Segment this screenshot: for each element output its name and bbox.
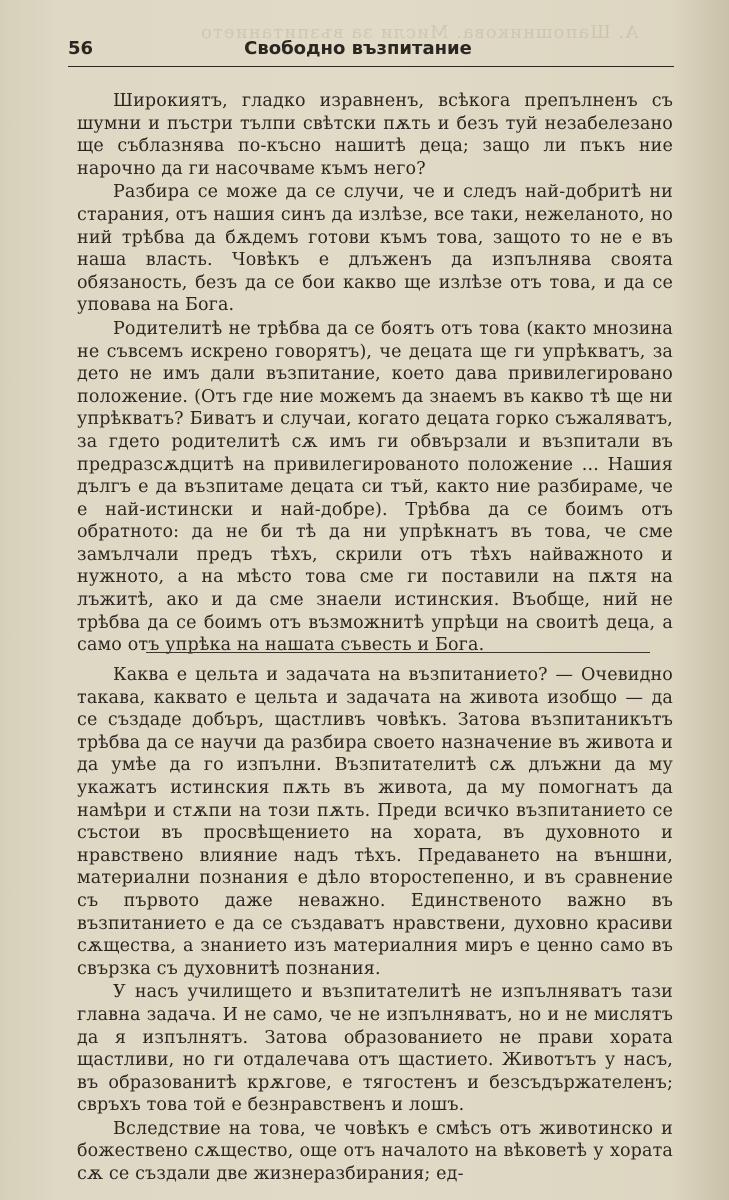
- text-section-1: [77, 90, 673, 658]
- page-header: [68, 36, 674, 68]
- running-title: Свободно възпитание: [244, 38, 472, 59]
- header-rule: [68, 66, 674, 67]
- text-section-2: [77, 664, 673, 1187]
- section-divider: [146, 652, 650, 653]
- paragraph: Разбира се може да се случи, че и следъ най-добритѣ ни старания, отъ нашия синъ да излѣзе, все таки, нежеланото, но ний трѣбва да бѫдемъ готови къмъ това, защото то не е въ наша власть. Човѣкъ е длъженъ да изпълнява своята обязаность, безъ да се бои какво ще излѣзе отъ това, и да се уповава на Бога.: [77, 182, 673, 316]
- page-number: 56: [68, 38, 94, 59]
- paragraph: Вследствие на това, че човѣкъ е смѣсъ отъ животинско и божествено сѫщество, още отъ началото на вѣковетѣ у хората сѫ се създали две жизнеразбирания; ед-: [77, 1118, 673, 1185]
- paragraph: У насъ училището и възпитателитѣ не изпълняватъ тази главна задача. И не само, че не изпълняватъ, но и не мислятъ да я изпълнятъ. Затова образованието не прави хората щастливи, но ги отдалечава отъ щастието. Животътъ у насъ, въ образованитѣ крѫгове, е тягостенъ и безсъдържателенъ; свръхъ това той е безнравственъ и лошъ.: [77, 982, 673, 1116]
- paragraph: Широкиятъ, гладко изравненъ, всѣкога препълненъ съ шумни и пъстри тълпи свѣтски пѫть и безъ туй незабелезано ще съблазнява по-късно нашитѣ деца; защо ли пъкъ ние нарочно да ги насочваме къмъ него?: [77, 91, 673, 179]
- paragraph: Каква е цельта и задачата на възпитанието? — Очевидно такава, каквато е цельта и задачата на живота изобщо — да се създаде добъръ, щастливъ човѣкъ. Затова възпитаникътъ трѣбва да се научи да разбира своето назначение въ живота и да умѣе да го изпълни. Възпитателитѣ сѫ длъжни да му укажатъ истинския пѫть въ живота, да му помогнатъ да намѣри и стѫпи на този пѫть. Преди всичко възпитанието се състои въ просвѣщението на хората, въ духовното и нравствено влияние надъ тѣхъ. Предаването на външни, материални познания е дѣло второстепенно, и въ сравнение съ първото даже неважно. Единственото важно въ възпитанието е да се създаватъ нравствени, духовно красиви сѫщества, а знанието изъ материалния миръ е ценно само въ свързка съ духовнитѣ познания.: [77, 665, 673, 979]
- bleed-through-text: А. Шапошникова. Мисли за възпитанието: [200, 22, 639, 43]
- paragraph: Родителитѣ не трѣбва да се боятъ отъ това (както мнозина не съвсемъ искрено говорятъ), че децата ще ги упрѣкватъ, за дето не имъ дали възпитание, което дава привилегировано положение. (Отъ где ние можемъ да знаемъ въ какво тѣ ще ни упрѣкватъ? Биватъ и случаи, когато децата горко съжаляватъ, за гдето родителитѣ сѫ имъ ги обвързали и възпитали въ предразсѫдцитѣ на привилегированото положение ... Нашия дългъ е да възпитаме децата си тъй, както ние разбираме, че е най-истински и най-добре). Трѣбва да се боимъ отъ обратното: да не би тѣ да ни упрѣкнатъ въ това, че сме замълчали предъ тѣхъ, скрили отъ тѣхъ найважното и нужното, а на мѣсто това сме ги поставили на пѫтя на лъжитѣ, ако и да сме знаели истинския. Въобще, ний не трѣбва да се боимъ отъ възможнитѣ упрѣци на своитѣ деца, а само отъ упрѣка на нашата съвесть и Бога.: [77, 318, 673, 656]
